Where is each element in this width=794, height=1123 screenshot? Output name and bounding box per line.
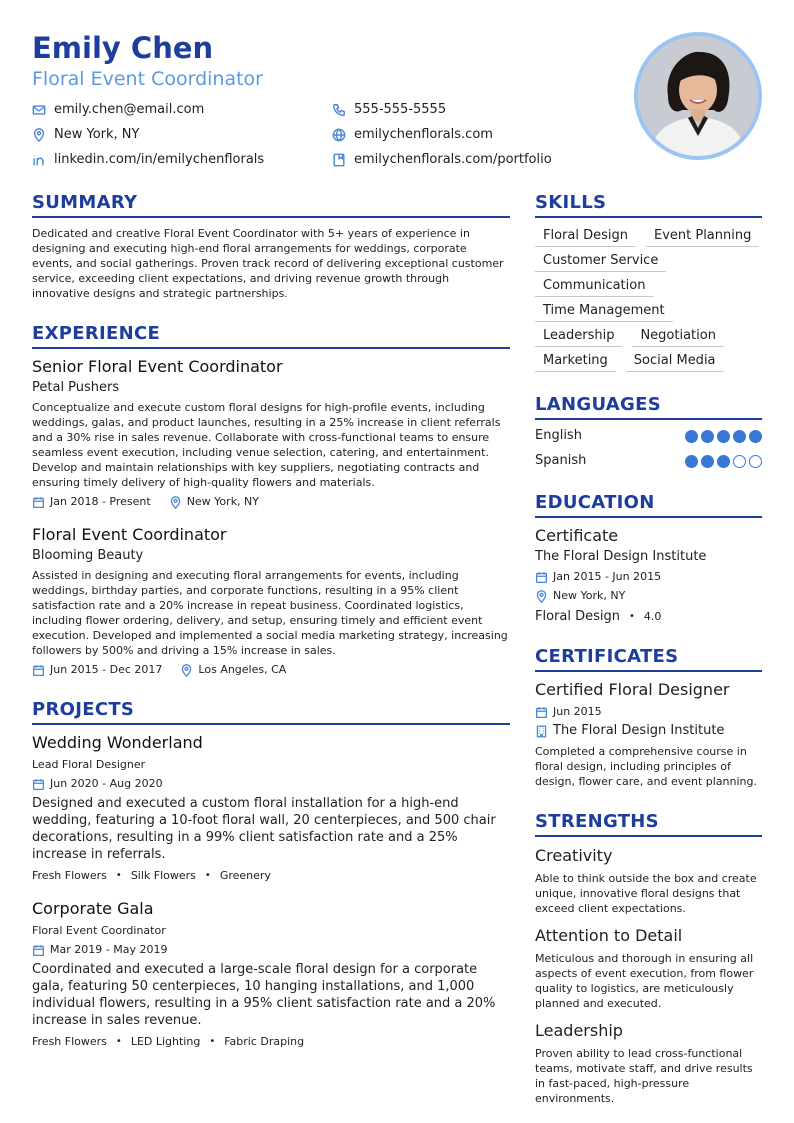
separator-dot: • [115,1036,122,1047]
location-icon [32,128,46,142]
calendar-icon [32,664,45,677]
proficiency-dot [733,430,746,443]
section-heading: CERTIFICATES [535,646,762,672]
calendar-icon [535,706,548,719]
project-meta [32,943,510,957]
strength-entry [535,1021,762,1106]
proficiency-dot [685,455,698,468]
education-dates: Jan 2015 - Jun 2015 [553,570,662,583]
location-icon [535,590,548,603]
proficiency-dot [717,455,730,468]
degree-title: Certificate [535,526,619,545]
contact-email[interactable] [32,100,332,119]
company-name: Blooming Beauty [32,548,144,563]
skill-tag: Customer Service [535,251,666,272]
proficiency-dot [701,430,714,443]
strength-title: Creativity [535,846,613,865]
project-meta [32,777,510,791]
portrait-image [638,36,758,156]
right-column [535,192,762,1106]
proficiency-dot [733,455,746,468]
skills-list [535,226,762,372]
job-description: Assisted in designing and executing floral arrangements for events, including weddings, birthday parties, and corporate functions, resulting in a 95% client satisfaction rate and a 20% increase in repeat business. Coordinated logistics, including flower ordering, delivery, and setup, ensuring timely and efficient event execution. Developed and implemented a social media marketing strategy, increasing followers by 500% and driving a 15% increase in sales. [32,569,508,657]
proficiency-dots [685,455,762,468]
project-description: Designed and executed a custom floral installation for a high-end wedding, featuring a 10-foot floral wall, 20 centerpieces, and 500 chair decorations, resulting in a 99% client satisfaction rate and a 25% increase in referrals. [32,796,496,862]
section-heading: EXPERIENCE [32,323,510,349]
project-dates: Jun 2020 - Aug 2020 [50,777,163,790]
section-heading: SUMMARY [32,192,510,218]
skill-tag: Event Planning [646,226,759,247]
separator-dot: • [209,1036,216,1047]
project-dates: Mar 2019 - May 2019 [50,943,168,956]
skill-tag: Marketing [535,351,616,372]
project-entry [32,899,510,1049]
proficiency-dot [717,430,730,443]
certificate-description: Completed a comprehensive course in floral design, including principles of design, flower care, and event planning. [535,745,758,788]
skill-tag: Negotiation [632,326,724,347]
section-heading: EDUCATION [535,492,762,518]
strength-entry [535,926,762,1011]
strength-title: Attention to Detail [535,926,683,945]
job-dates: Jan 2018 - Present [50,495,151,508]
calendar-icon [32,944,45,957]
job-location: New York, NY [186,495,259,508]
building-icon [535,725,548,738]
section-heading: STRENGTHS [535,811,762,837]
proficiency-dot [701,455,714,468]
candidate-name: Emily Chen [32,31,214,65]
job-dates: Jun 2015 - Dec 2017 [50,663,163,676]
strength-entry [535,846,762,916]
experience-section [32,323,510,677]
languages-section [535,394,762,470]
certificates-section [535,646,762,789]
job-meta [32,663,510,677]
separator-dot: • [628,611,635,622]
contact-text: emilychenflorals.com/portfolio [354,152,552,167]
section-heading: SKILLS [535,192,762,218]
job-description: Conceptualize and execute custom floral designs for high-profile events, including weddings, galas, and product launches, resulting in a 25% increase in client referrals and a 30% rise in sales revenue. Collaborate with cross-functional teams to ensure seamless event execution, including venue selection, catering, and entertainment. Develop and maintain relationships with key suppliers, negotiating contracts and ensuring timely delivery of high-quality flowers and materials. [32,401,501,489]
section-heading: LANGUAGES [535,394,762,420]
proficiency-dot [685,430,698,443]
education-section [535,492,762,624]
linkedin-icon [32,153,46,167]
contact-text: linkedin.com/in/emilychenflorals [54,152,265,167]
portfolio-icon [332,153,346,167]
skill-tag: Communication [535,276,653,297]
contact-text: emily.chen@email.com [54,102,205,117]
contact-text: 555-555-5555 [354,102,447,117]
language-name: Spanish [535,453,587,468]
project-tag: Silk Flowers [130,869,196,882]
strength-description: Proven ability to lead cross-functional teams, motivate staff, and drive results in fast-paced, high-pressure environments. [535,1047,753,1105]
contact-text: emilychenflorals.com [354,127,493,142]
strength-description: Meticulous and thorough in ensuring all aspects of event execution, from flower quality to logistics, are meticulously planned and executed. [535,952,754,1010]
language-name: English [535,428,582,443]
calendar-icon [32,778,45,791]
proficiency-dot [749,430,762,443]
education-location-row [535,589,762,603]
project-tags [32,1035,510,1049]
summary-text: Dedicated and creative Floral Event Coordinator with 5+ years of experience in designing and executing high-end floral arrangements for weddings, corporate events, and social gatherings. Proven track record of delivering exceptional customer service, exceeding client expectations, and driving revenue growth through innovative designs and strategic partnerships. [32,227,504,300]
education-field: Floral Design [535,609,620,624]
contact-list [32,100,622,169]
job-title: Floral Event Coordinator [32,525,227,544]
job-meta [32,495,510,509]
institution-name: The Floral Design Institute [535,549,707,564]
certificate-date: Jun 2015 [553,705,602,718]
project-tags [32,869,510,883]
proficiency-dots [685,430,762,443]
skill-tag: Time Management [535,301,673,322]
strength-description: Able to think outside the box and create unique, innovative floral designs that exceed client expectations. [535,872,757,915]
experience-entry [32,525,510,677]
project-role: Lead Floral Designer [32,758,146,771]
project-title: Corporate Gala [32,899,154,918]
contact-text: New York, NY [54,127,140,142]
certificate-issuer: The Floral Design Institute [553,723,725,738]
certificate-title: Certified Floral Designer [535,680,730,699]
skills-section [535,192,762,372]
project-tag: LED Lighting [130,1035,201,1048]
separator-dot: • [115,870,122,881]
resume-header [32,30,622,169]
project-description: Coordinated and executed a large-scale floral design for a corporate gala, featuring 50 centerpieces, 10 hanging installations, and 1,000 individual flowers, resulting in a 95% client satisfaction rate and a 20% increase in sales revenue. [32,962,496,1028]
certificate-issuer-row [535,724,762,738]
skill-tag: Social Media [626,351,724,372]
language-row [535,452,762,470]
language-row [535,427,762,445]
projects-section [32,699,510,1049]
email-icon [32,103,46,117]
left-column [32,192,510,1049]
contact-portfolio[interactable] [332,150,622,169]
summary-section [32,192,510,301]
contact-website[interactable] [332,125,622,144]
contact-location [32,125,332,144]
candidate-title: Floral Event Coordinator [32,68,263,90]
education-dates-row [535,570,762,584]
project-title: Wedding Wonderland [32,733,203,752]
education-field-row [535,609,762,624]
project-tag: Fabric Draping [224,1035,305,1048]
location-icon [169,496,182,509]
project-tag: Fresh Flowers [32,1035,107,1048]
phone-icon [332,103,346,117]
job-title: Senior Floral Event Coordinator [32,357,283,376]
profile-photo [634,32,762,160]
location-icon [180,664,193,677]
contact-phone[interactable] [332,100,622,119]
job-location: Los Angeles, CA [198,663,287,676]
skill-tag: Floral Design [535,226,636,247]
globe-icon [332,128,346,142]
contact-linkedin[interactable] [32,150,332,169]
section-heading: PROJECTS [32,699,510,725]
experience-entry [32,357,510,509]
calendar-icon [32,496,45,509]
separator-dot: • [204,870,211,881]
company-name: Petal Pushers [32,380,120,395]
education-gpa: 4.0 [643,610,662,623]
education-location: New York, NY [553,589,626,602]
certificate-date-row [535,705,762,719]
proficiency-dot [749,455,762,468]
project-role: Floral Event Coordinator [32,924,166,937]
strengths-section [535,811,762,1106]
project-tag: Greenery [219,869,271,882]
calendar-icon [535,571,548,584]
skill-tag: Leadership [535,326,622,347]
strength-title: Leadership [535,1021,623,1040]
project-entry [32,733,510,883]
project-tag: Fresh Flowers [32,869,107,882]
